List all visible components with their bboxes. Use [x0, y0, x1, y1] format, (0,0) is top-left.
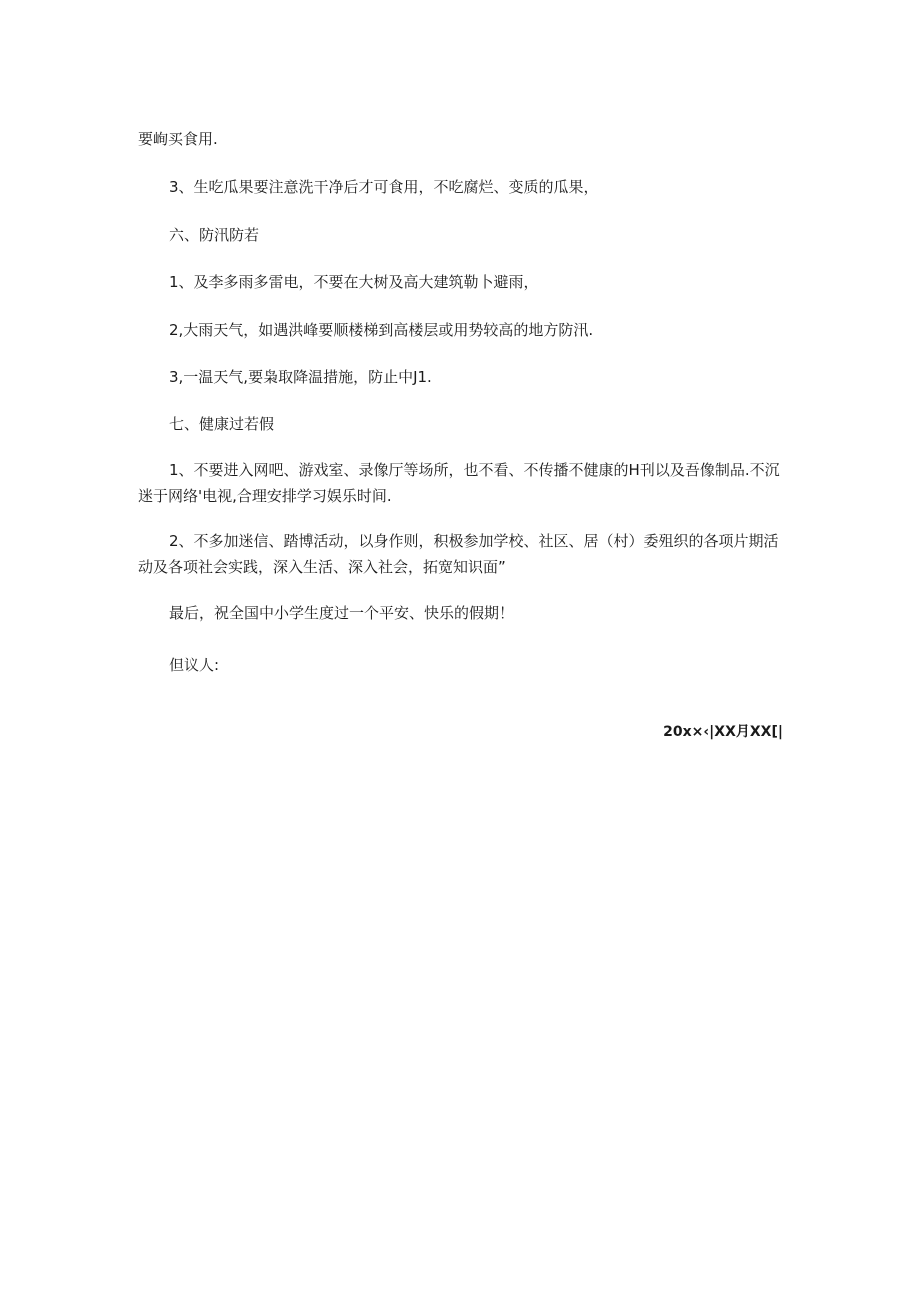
paragraph-food-purchase: 要峋买食用. [138, 130, 218, 148]
paragraph-heavy-rain: 2,大雨天气，如遇洪峰要顺楼梯到高楼层或用势较高的地方防汛. [169, 321, 594, 339]
paragraph-fruit-washing: 3、生吃瓜果要注意洗干净后才可食用，不吃腐烂、变质的瓜果， [169, 178, 599, 196]
paragraph-social-activities: 2、不多加迷信、踏博活动，以身作则，积极参加学校、社区、居（村）委殂织的各项片期活动及各项社会实践，深入生活、深入社会，拓宽知识面” [138, 532, 779, 576]
paragraph-rain-thunder: 1、及李多雨多雷电，不要在大树及高大建筑勒卜避雨， [169, 273, 539, 291]
paragraph-internet-cafe: 1、不要进入网吧、游戏室、录像厅等场所，也不看、不传播不健康的H刊以及吾像制品.不沉迷于网络'电视,合理安排学习娱乐时间. [138, 461, 780, 505]
document-date: 20x×‹|XX月XX[| [663, 724, 783, 740]
signature-label: 但议人: [169, 656, 220, 674]
section-heading-healthy-holiday: 七、健康过若假 [169, 415, 275, 433]
section-heading-flood-prevention: 六、防汛防若 [169, 226, 260, 244]
paragraph-closing-wishes: 最后，祝全国中小学生度过一个平安、快乐的假期！ [169, 604, 515, 622]
paragraph-high-temperature: 3,一温天气,要枭取降温措施，防止中J1. [169, 368, 432, 386]
